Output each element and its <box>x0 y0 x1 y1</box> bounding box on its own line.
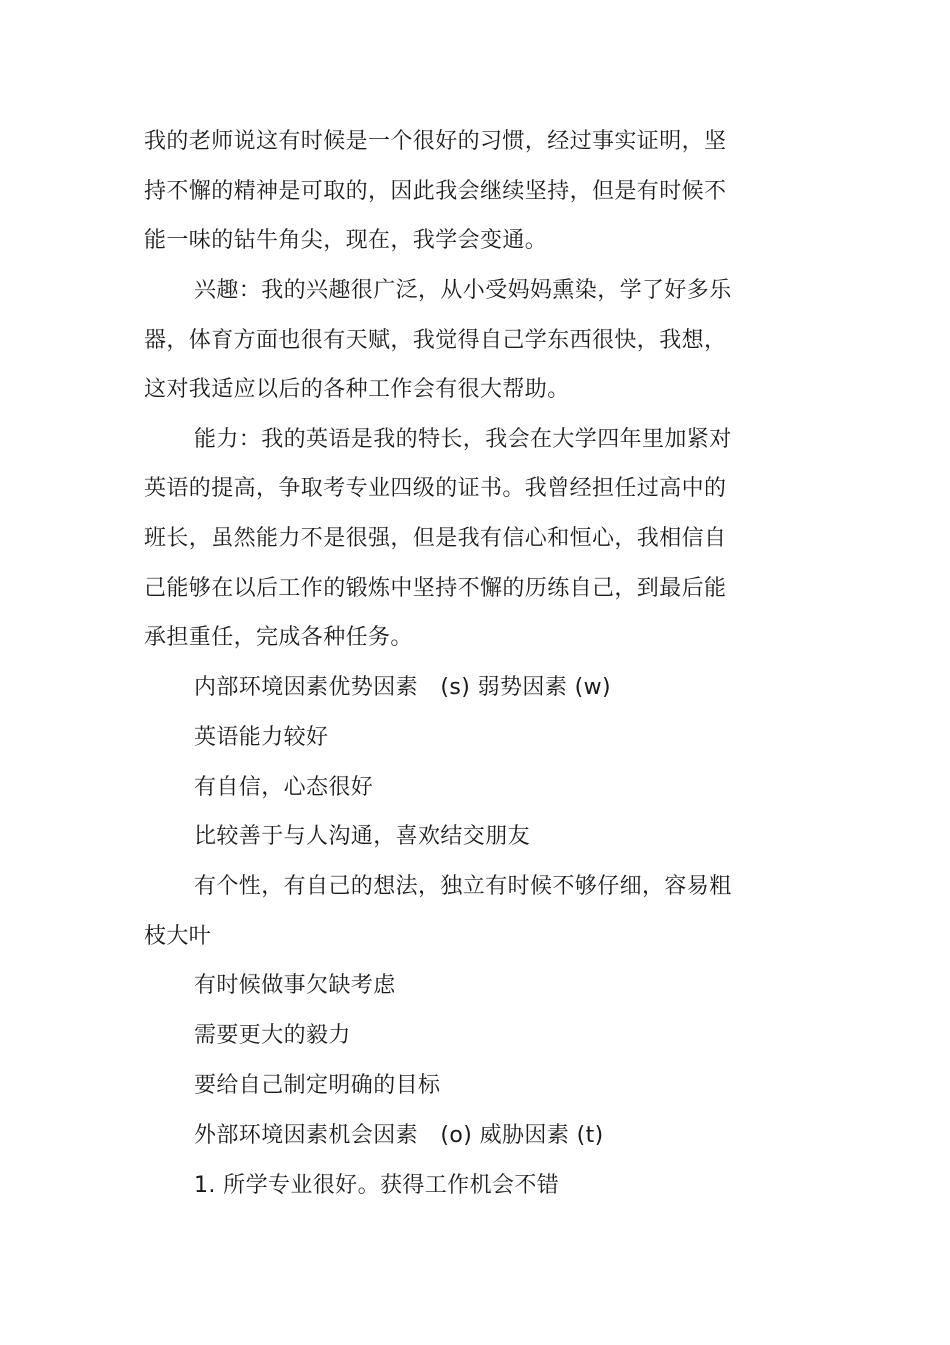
list-item: 有时候做事欠缺考虑 <box>194 973 396 998</box>
section-heading-internal: 内部环境因素优势因素 (s) 弱势因素 (w) <box>194 675 611 700</box>
list-item: 要给自己制定明确的目标 <box>194 1073 441 1098</box>
list-item-continuation: 枝大叶 <box>144 924 212 949</box>
paragraph-line: 这对我适应以后的各种工作会有很大帮助。 <box>144 377 570 402</box>
list-item: 英语能力较好 <box>194 725 329 750</box>
list-item: 需要更大的毅力 <box>194 1023 351 1048</box>
paragraph-line: 承担重任，完成各种任务。 <box>144 625 413 650</box>
paragraph-line: 英语的提高，争取考专业四级的证书。我曾经担任过高中的 <box>144 476 727 501</box>
paragraph-line: 班长，虽然能力不是很强，但是我有信心和恒心，我相信自 <box>144 526 727 551</box>
paragraph-line: 己能够在以后工作的锻炼中坚持不懈的历练自己，到最后能 <box>144 576 727 601</box>
list-item: 比较善于与人沟通，喜欢结交朋友 <box>194 824 531 849</box>
list-item: 有个性，有自己的想法，独立有时候不够仔细，容易粗 <box>194 874 732 899</box>
paragraph-line: 我的老师说这有时候是一个很好的习惯，经过事实证明，坚 <box>144 129 727 154</box>
list-item: 有自信，心态很好 <box>194 775 374 800</box>
numbered-item: 1. 所学专业很好。获得工作机会不错 <box>194 1173 560 1198</box>
section-heading-external: 外部环境因素机会因素 (o) 威胁因素 (t) <box>194 1123 604 1148</box>
paragraph-line: 能一味的钻牛角尖，现在，我学会变通。 <box>144 228 548 253</box>
paragraph-line: 能力：我的英语是我的特长，我会在大学四年里加紧对 <box>194 427 732 452</box>
paragraph-line: 器，体育方面也很有天赋，我觉得自己学东西很快，我想， <box>144 328 727 353</box>
paragraph-line: 持不懈的精神是可取的，因此我会继续坚持，但是有时候不 <box>144 179 727 204</box>
paragraph-line: 兴趣：我的兴趣很广泛，从小受妈妈熏染，学了好多乐 <box>194 278 732 303</box>
